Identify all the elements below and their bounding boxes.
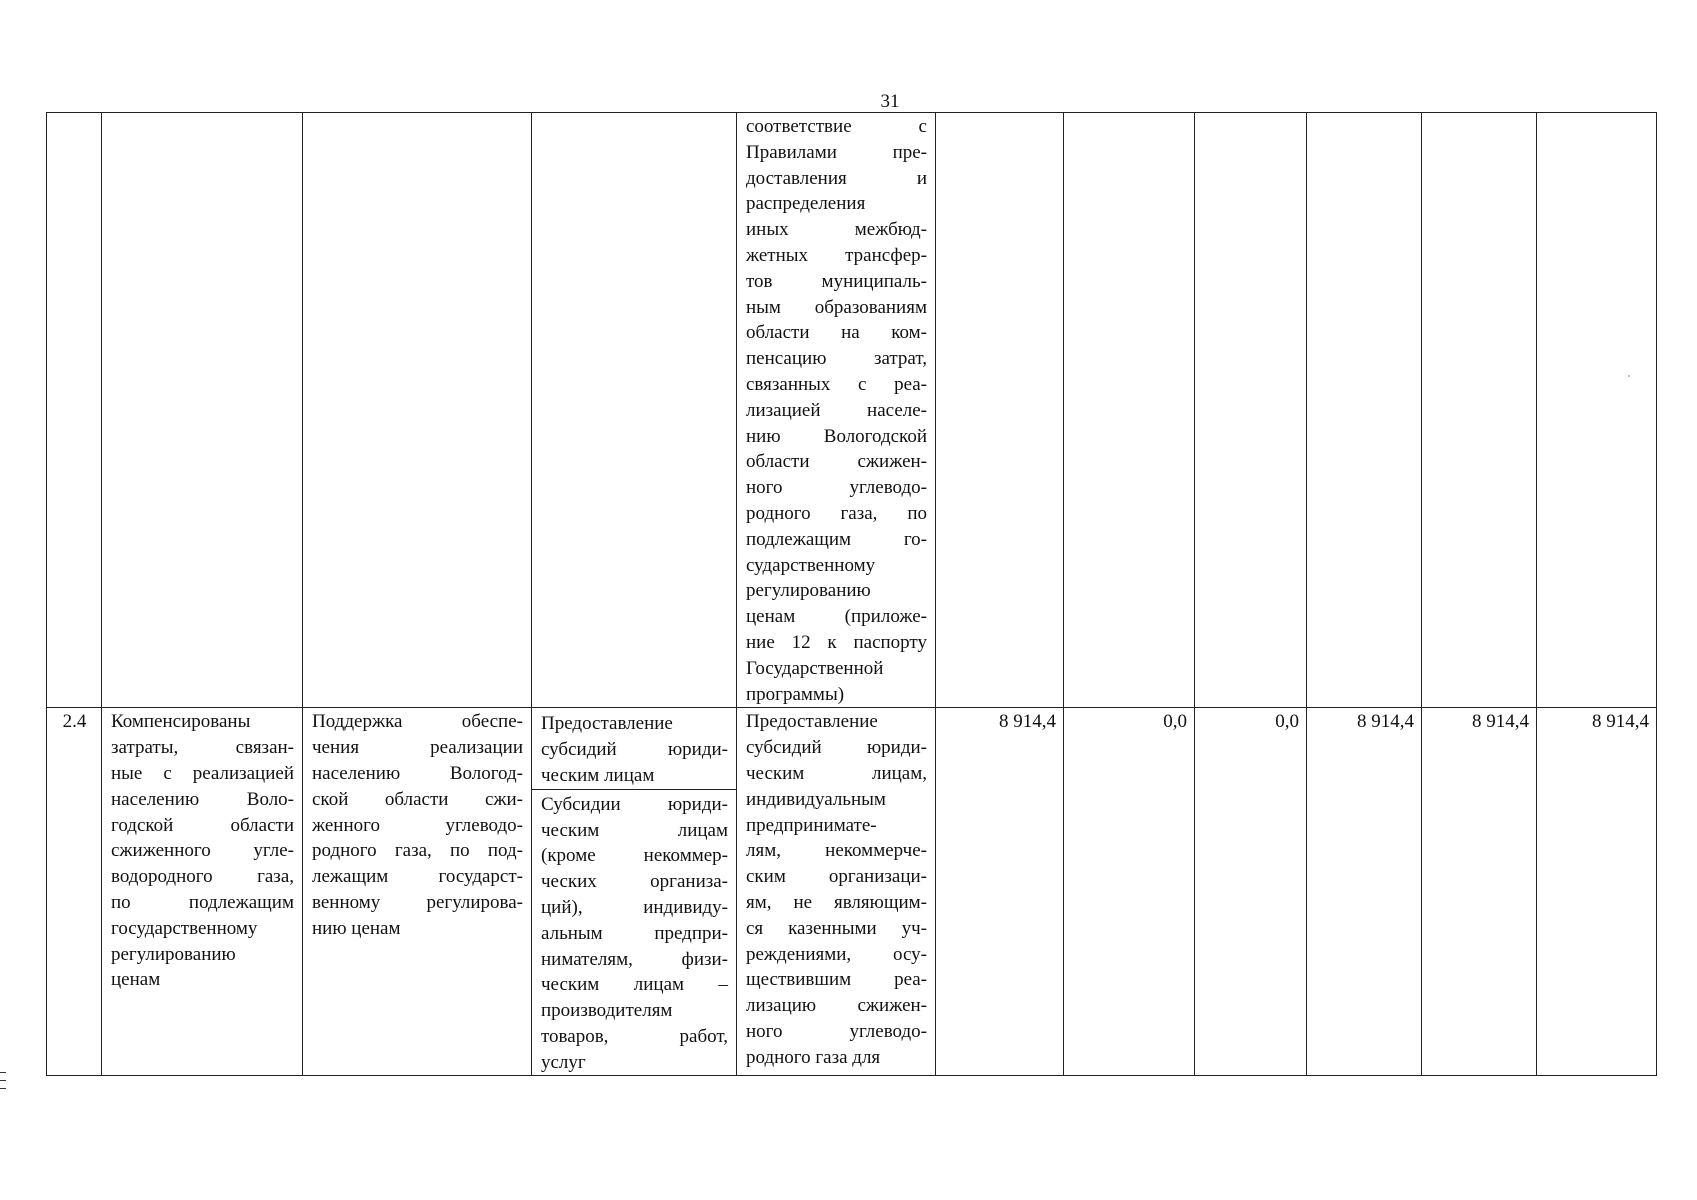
text-line: ям, не являющим-: [746, 891, 927, 913]
text-line: регулированию: [746, 580, 871, 602]
cell-value-4: 8 914,4: [1307, 708, 1422, 1076]
cell-description: [737, 708, 936, 1076]
cell-value-2: 0,0: [1064, 708, 1195, 1076]
text-line: распределения: [746, 193, 866, 215]
cell-value-empty: [1195, 113, 1307, 708]
text-line: затраты, связан-: [111, 737, 294, 759]
text-line: ценам (приложе-: [746, 606, 927, 628]
text-line: товаров, работ,: [541, 1025, 728, 1047]
cell-value-empty: [1422, 113, 1537, 708]
text-line: по подлежащим: [111, 891, 294, 913]
text-line: населению Воло-: [111, 788, 294, 810]
cell-value-6: 8 914,4: [1537, 708, 1657, 1076]
text-line: Правилами пре-: [746, 141, 927, 163]
text-line: ние 12 к паспорту: [746, 631, 927, 653]
text-line: тов муниципаль-: [746, 270, 927, 292]
cell-result: [102, 708, 303, 1076]
cell-task: [303, 708, 532, 1076]
measure-type-main: [532, 708, 736, 789]
text-line: Предоставление: [541, 713, 673, 735]
text-line: субсидий юриди-: [541, 739, 728, 761]
text-line: реждениями, осу-: [746, 943, 927, 965]
text-line: жетных трансфер-: [746, 244, 927, 266]
text-line: (кроме некоммер-: [541, 845, 728, 867]
text-line: ным образованиям: [746, 296, 927, 318]
text-line: подлежащим го-: [746, 528, 927, 550]
text-line: области на ком-: [746, 322, 927, 344]
cell-value-3: 0,0: [1195, 708, 1307, 1076]
cell-result-empty: [102, 113, 303, 708]
text-line: лям, некоммерче-: [746, 840, 927, 862]
text-line: родного газа, по: [746, 502, 927, 524]
text-line: родного газа для: [746, 1046, 881, 1068]
text-line: ческим лицам –: [541, 974, 728, 996]
text-line: области сжижен-: [746, 451, 927, 473]
text-line: доставления и: [746, 167, 927, 189]
text-line: альным предпри-: [541, 922, 728, 944]
text-line: ческим лицам: [541, 764, 655, 786]
text-line: ческим лицам,: [746, 762, 927, 784]
cell-value-empty: [936, 113, 1064, 708]
text-line: иных межбюд-: [746, 219, 927, 241]
text-line: населению Вологод-: [312, 762, 523, 784]
text-line: индивидуальным: [746, 788, 886, 810]
table-row-2-4: [47, 708, 1657, 1076]
text-line: Государственной: [746, 657, 884, 679]
text-line: услуг: [541, 1051, 586, 1073]
text-line: Поддержка обеспе-: [312, 711, 523, 733]
cell-value-5: 8 914,4: [1422, 708, 1537, 1076]
text-line: ного углеводо-: [746, 1020, 927, 1042]
text-line: чения реализации: [312, 737, 523, 759]
scan-artifact: [1628, 375, 1630, 377]
text-line: ценам: [111, 969, 161, 991]
text-line: лизацию сжижен-: [746, 995, 927, 1017]
cell-description-continuation: [737, 113, 936, 708]
text-line: Компенсированы: [111, 711, 251, 733]
text-line: регулированию: [111, 943, 236, 965]
page-number: 31: [880, 91, 900, 112]
text-line: ся казенными уч-: [746, 917, 927, 939]
cell-row-number: 2.4: [47, 708, 102, 1076]
cell-type-empty: [532, 113, 737, 708]
cell-value-empty: [1307, 113, 1422, 708]
cell-value-empty: [1537, 113, 1657, 708]
text-line: производителям: [541, 1000, 673, 1022]
text-line: ций), индивиду-: [541, 896, 728, 918]
text-line: соответствие с: [746, 116, 927, 137]
text-line: программы): [746, 683, 845, 705]
cell-value-empty: [1064, 113, 1195, 708]
text-line: нимателям, физи-: [541, 948, 728, 970]
text-line: сударственному: [746, 554, 876, 576]
text-line: нию ценам: [312, 917, 401, 939]
text-line: предпринимате-: [746, 814, 877, 836]
text-line: лизацией населе-: [746, 399, 927, 421]
cell-task-empty: [303, 113, 532, 708]
measures-table: [46, 112, 1657, 1076]
text-line: Субсидии юриди-: [541, 793, 728, 815]
text-line: Предоставление: [746, 711, 878, 733]
text-line: лежащим государст-: [312, 866, 523, 888]
text-line: субсидий юриди-: [746, 737, 927, 759]
text-line: ской области сжи-: [312, 788, 523, 810]
text-line: ные с реализацией: [111, 762, 294, 784]
text-line: государственному: [111, 917, 258, 939]
cell-value-1: 8 914,4: [936, 708, 1064, 1076]
table-row-continuation: [47, 113, 1657, 708]
cell-number-empty: [47, 113, 102, 708]
text-line: женного углеводо-: [312, 814, 523, 836]
text-line: ческих организа-: [541, 871, 728, 893]
measure-type-detail: [532, 790, 736, 1076]
text-line: годской области: [111, 814, 294, 836]
text-line: водородного газа,: [111, 866, 294, 888]
text-line: нию Вологодской: [746, 425, 927, 447]
text-line: ществившим реа-: [746, 969, 927, 991]
text-line: родного газа, по под-: [312, 840, 523, 862]
scan-edge-marks: [0, 1072, 8, 1096]
text-line: сжиженного угле-: [111, 840, 294, 862]
cell-measure-type: [532, 708, 737, 1076]
text-line: ским организаци-: [746, 866, 927, 888]
text-line: венному регулирова-: [312, 891, 523, 913]
text-line: ческим лицам: [541, 819, 728, 841]
text-line: связанных с реа-: [746, 373, 927, 395]
text-line: ного углеводо-: [746, 477, 927, 499]
text-line: пенсацию затрат,: [746, 348, 927, 370]
